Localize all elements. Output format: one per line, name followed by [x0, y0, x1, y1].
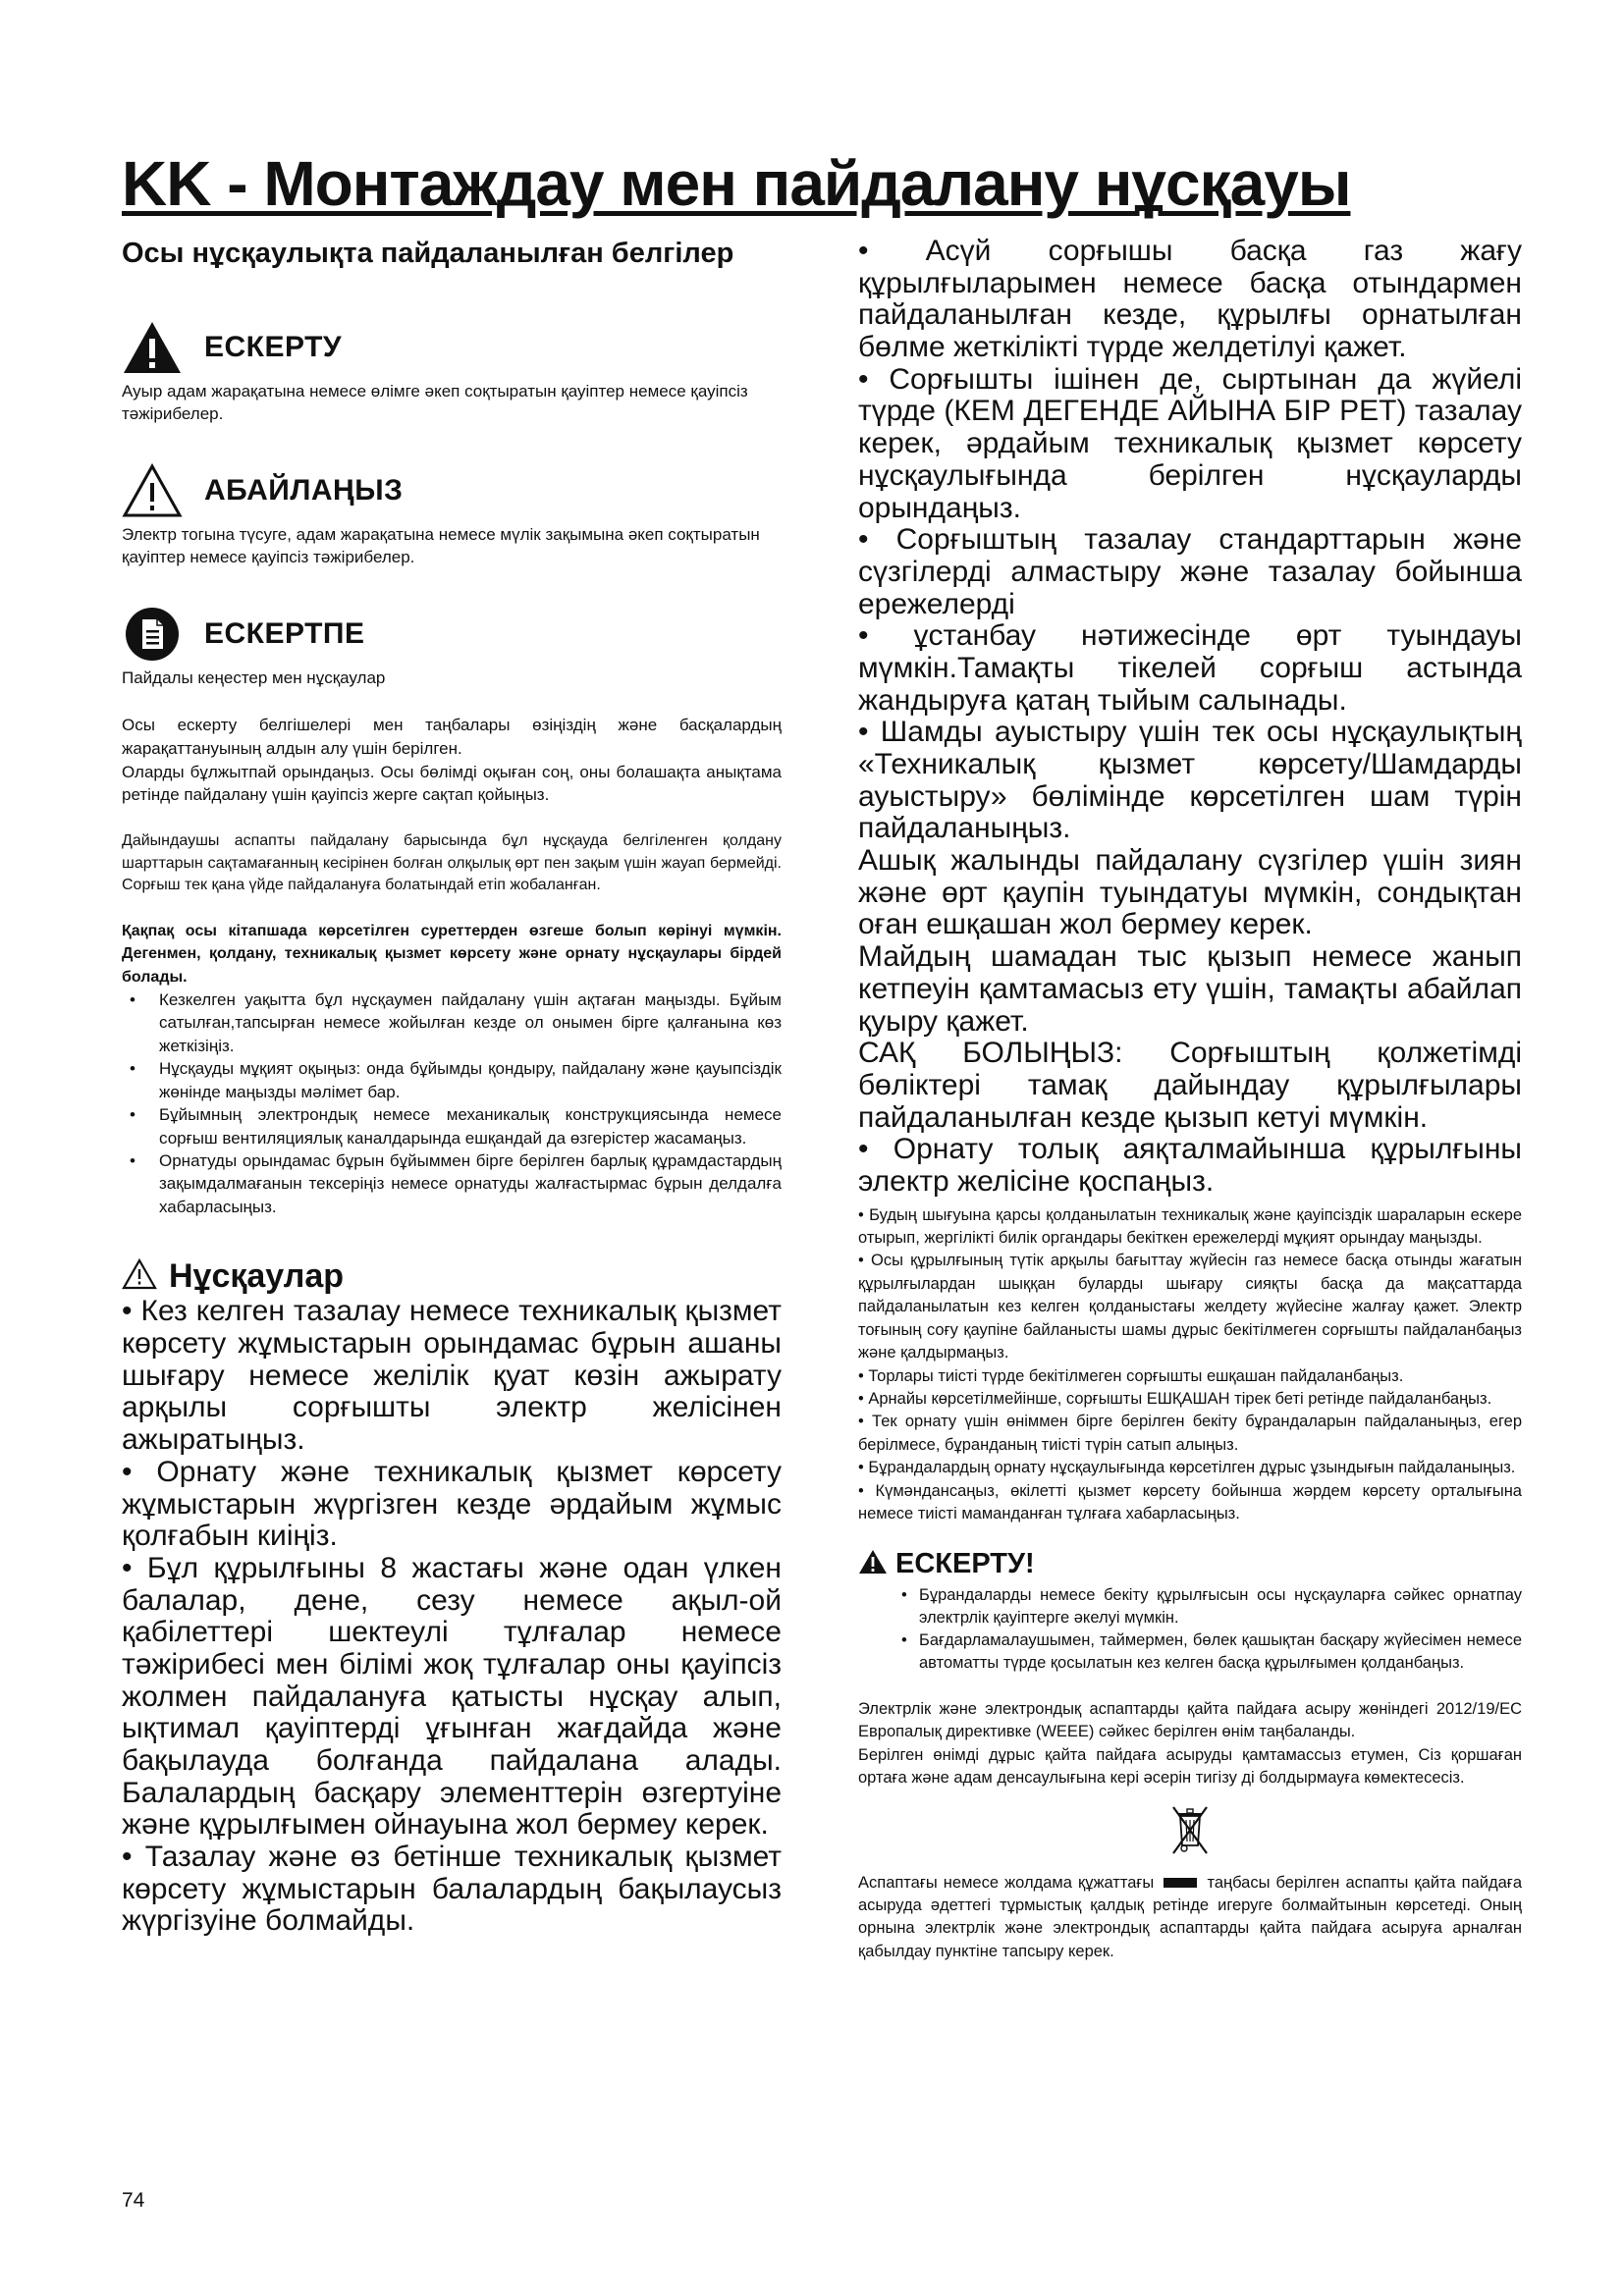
warning-symbol-block	[122, 318, 782, 426]
instruction-paragraph: • Бұл құрылғыны 8 жастағы және одан үлкен балалар, дене, сезу немесе ақыл-ой қабілеттері шектеулі тұлғалар немесе тәжірибесі мен білімі жоқ тұлғалар оны қауіпсіз жолмен пайдалануға қатысты нұсқау алып, ықтимал қауіптерді ұғынған жағдайда және бақылауда болғанда пайдалана алады. Балалардың басқару элементтерін өзгертуіне және құрылғымен ойнауына жол бермеу керек.	[122, 1551, 782, 1842]
weee-paragraph-1: Электрлік және электрондық аспаптарды қайта пайдаға асыру жөніндегі 2012/19/EC Европалық директивке (WEEE) сәйкес берілген өнім таңбаланды.	[858, 1699, 1522, 1741]
weee-text-before: Аспаптағы немесе жолдама құжаттағы	[858, 1873, 1155, 1892]
left-column	[122, 236, 782, 1938]
list-item: • Бұрандаларды немесе бекіту құрылғысын осы нұсқауларға сәйкес орнатпау электрлік қауіптерге әкелуі мүмкін.	[901, 1584, 1522, 1629]
symbols-heading: Осы нұсқаулықта пайдаланылған белгілер	[122, 238, 734, 269]
safety-paragraph: САҚ БОЛЫҢЫЗ: Сорғыштың қолжетімді бөліктері тамақ дайындау құрылғылары пайдаланылған кезде қызып кетуі мүмкін.	[858, 1037, 1522, 1134]
crossed-out-wheelie-bin-icon	[1170, 1804, 1210, 1862]
installation-note: • Будың шығуына қарсы қолданылатын техникалық және қауіпсіздік шараларын ескере отырып, жергілікті билік органдары бекіткен ережелерді мұқият орындау маңызды.	[858, 1205, 1522, 1248]
installation-warning-list	[858, 1584, 1522, 1675]
warning-label: ЕСКЕРТУ	[204, 331, 343, 364]
weee-symbol	[858, 1804, 1522, 1862]
right-column	[858, 236, 1522, 1963]
instruction-paragraph: • Тазалау және өз бетінше техникалық қызмет көрсету жұмыстарын балалардың бақылаусыз жүргізуіне болмайды.	[122, 1841, 782, 1938]
caution-description: Электр тогына түсуге, адам жарақатына немесе мүлік зақымына әкеп соқтыратын қауіптер немесе қауіпсіз тәжірибелер.	[122, 525, 760, 567]
warning-triangle-small-icon	[858, 1549, 888, 1579]
list-item: • Кезкелген уақытта бұл нұсқаумен пайдалану үшін ақтаған маңызды. Бұйым сатылған,тапсырған немесе жойылған кезде ол онымен бірге қалғанына көз жеткізіңіз.	[122, 988, 782, 1057]
caution-symbol-block	[122, 461, 782, 569]
caution-triangle-icon	[122, 1258, 157, 1295]
installation-note: • Тек орнату үшін өніммен бірге берілген бекіту бұрандаларын пайдаланыңыз, егер берілмесе, бұранданың тиісті түрін сатып алыңыз.	[858, 1413, 1522, 1454]
intro-paragraph-1: Осы ескерту белгішелері мен таңбалары өзіңіздің және басқалардың жарақаттануының алдын алу үшін берілген.	[122, 715, 782, 758]
general-bullet-list	[122, 988, 782, 1219]
note-symbol-block	[122, 605, 782, 690]
installation-note: • Осы құрылғының түтік арқылы бағыттау жүйесін газ немесе басқа отынды жағатын құрылғылардан шыққан буларды шығару сияқты басқа да мақсаттарда пайдаланылатын кез келген қолданыстағы желдету жүйесіне жалғау қажет. Электр тоғының соғу қаупіне байланысты шамы дұрыс бекітілмеген сорғышты пайдаланбаңыз және қалдырмаңыз.	[858, 1252, 1522, 1362]
instructions-heading: Нұсқаулар	[169, 1257, 345, 1296]
weee-paragraph-3	[858, 1872, 1522, 1964]
page-title: KK - Монтаждау мен пайдалану нұсқауы	[122, 148, 1351, 219]
installation-warning-label: ЕСКЕРТУ!	[895, 1547, 1035, 1579]
safety-paragraph: • Шамды ауыстыру үшін тек осы нұсқаулықтың «Техникалық қызмет көрсету/Шамдарды ауыстыру» бөлімінде көрсетілген шам түрін пайдаланыңыз.	[858, 716, 1522, 845]
list-item: • Бұйымның электрондық немесе механикалық конструкциясында немесе сорғыш вентиляциялық каналдарында ешқандай да өзгерістер жасамаңыз.	[122, 1103, 782, 1149]
black-bar-symbol	[1164, 1878, 1197, 1888]
safety-paragraph: • Асүй сорғышы басқа газ жағу құрылғыларымен немесе басқа отындармен пайдаланылған кезде, құрылғы орнатылған бөлме жеткілікті түрде желдетілуі қажет.	[858, 235, 1522, 364]
safety-paragraph: Ашық жалынды пайдалану сүзгілер үшін зиян және өрт қаупін туындатуы мүмкін, сондықтан оған ешқашан жол бермеу керек.	[858, 844, 1522, 941]
installation-warning-heading-row	[858, 1548, 1522, 1580]
cover-note-paragraph: Қақпақ осы кітапшада көрсетілген суреттерден өзгеше болып көрінуі мүмкін. Дегенмен, қолдану, техникалық қызмет көрсету және орнату нұсқаулары бірдей болады.	[122, 923, 782, 986]
list-item: • Бағдарламалаушымен, таймермен, бөлек қашықтан басқару жүйесімен немесе автоматты түрде қосылатын кез келген басқа құрылғымен қолданбаңыз.	[901, 1629, 1522, 1675]
note-description: Пайдалы кеңестер мен нұсқаулар	[122, 668, 386, 687]
page-number: 74	[122, 2189, 145, 2212]
instructions-heading-row	[122, 1257, 782, 1296]
installation-note: • Торлары тиісті түрде бекітілмеген сорғышты ешқашан пайдаланбаңыз.	[858, 1366, 1404, 1385]
instruction-paragraph: • Кез келген тазалау немесе техникалық қызмет көрсету жұмыстарын орындамас бұрын ашаны шығару немесе желілік қуат көзін ажырату арқылы сорғышты электр желісінен ажыратыңыз.	[122, 1295, 782, 1457]
safety-paragraph: Майдың шамадан тыс қызып немесе жанып кетпеуін қамтамасыз ету үшін, тамақты абайлап қуыру қажет.	[858, 940, 1522, 1038]
weee-text-after: таңбасы берілген аспапты қайта пайдаға асыруда әдеттегі тұрмыстық қалдық ретінде игеруге болмайтынын көрсетеді. Оның орнына электрлік және электрондық аспаптарды қайта пайдаға асыруға арналған қабылдау пунктіне тапсыру керек.	[858, 1873, 1522, 1960]
safety-paragraph: • Сорғышты ішінен де, сыртынан да жүйелі түрде (КЕМ ДЕГЕНДЕ АЙЫНА БІР РЕТ) тазалау керек, әрдайым техникалық қызмет көрсету нұсқаулығында берілген нұсқауларды орындаңыз.	[858, 362, 1522, 524]
installation-note: • Бұрандалардың орнату нұсқаулығында көрсетілген дұрыс ұзындығын пайдаланыңыз.	[858, 1459, 1516, 1477]
warning-triangle-outline-icon	[122, 462, 183, 519]
warning-description: Ауыр адам жарақатына немесе өлімге әкеп соқтыратын қауіптер немесе қауіпсіз тәжірибелер.	[122, 382, 748, 424]
warning-triangle-filled-icon	[122, 319, 183, 376]
caution-label: АБАЙЛАҢЫЗ	[204, 474, 404, 507]
safety-paragraph: • Орнату толық аяқталмайынша құрылғыны электр желісіне қоспаңыз.	[858, 1133, 1522, 1198]
installation-note: • Арнайы көрсетілмейінше, сорғышты ЕШҚАШАН тірек беті ретінде пайдаланбаңыз.	[858, 1390, 1492, 1408]
note-label: ЕСКЕРТПЕ	[204, 617, 365, 650]
installation-notes	[858, 1204, 1522, 1526]
weee-paragraph-2: Берілген өнімді дұрыс қайта пайдаға асыруды қамтамассыз етумен, Сіз қоршаған ортаға және адам денсаулығына кері әсерін тигізу ді болдырмауға көмектесесіз.	[858, 1745, 1522, 1788]
installation-note: • Күмәндансаңыз, өкілетті қызмет көрсету бойынша жәрдем көрсету орталығына немесе тиісті маманданған тұлғаға хабарласыңыз.	[858, 1481, 1522, 1523]
safety-paragraph: • ұстанбау нәтижесінде өрт туындауы мүмкін.Тамақты тікелей сорғыш астында жандыруға қатаң тыйым салынады.	[858, 619, 1522, 717]
instruction-paragraph: • Орнату және техникалық қызмет көрсету жұмыстарын жүргізген кезде әрдайым жұмыс қолғабын киіңіз.	[122, 1455, 782, 1553]
safety-paragraph: • Сорғыштың тазалау стандарттарын және сүзгілерді алмастыру және тазалау бойынша ережелерді	[858, 523, 1522, 620]
note-document-icon	[122, 606, 183, 663]
list-item: • Нұсқауды мұқият оқыңыз: онда бұйымды қондыру, пайдалану және қауыпсіздік жөнінде маңызды мәлімет бар.	[122, 1057, 782, 1103]
list-item: • Орнатуды орындамас бұрын бұйыммен бірге берілген барлық құрамдастардың зақымдалмағанын тексеріңіз немесе орнатуды жалғастырмас бұрын делдалға хабарласыңыз.	[122, 1149, 782, 1218]
intro-paragraph-2: Оларды бұлжытпай орындаңыз. Осы бөлімді оқыған соң, оны болашақта анықтама ретінде пайдалану үшін қауіпсіз жерге сақтап қойыңыз.	[122, 762, 782, 805]
manufacturer-paragraph: Дайындаушы аспапты пайдалану барысында бұл нұсқауда белгіленген қолдану шарттарын сақтамағанның кесірінен болған олқылық өрт пен зақым үшін жауап бермейді. Сорғыш тек қана үйде пайдалануға болатындай етіп жобаланған.	[122, 832, 782, 893]
